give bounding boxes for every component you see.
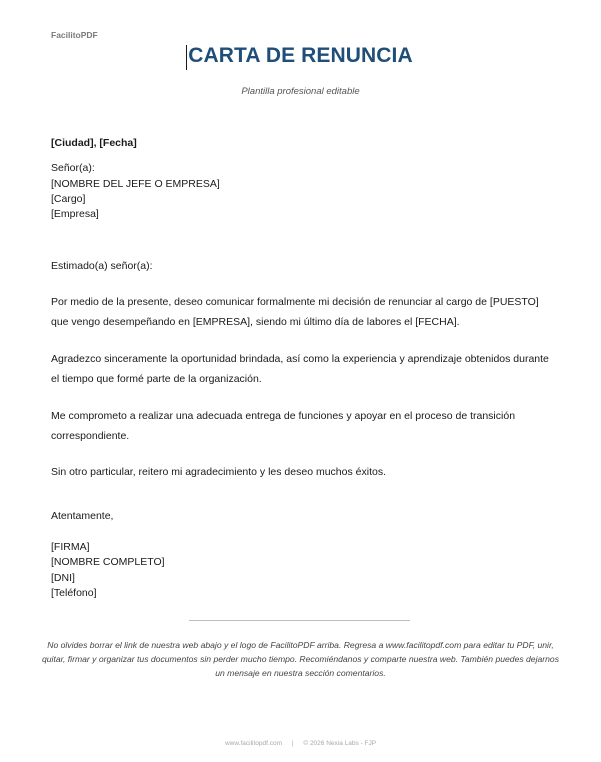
signature-telefono[interactable]: [Teléfono] xyxy=(51,587,97,599)
recipient-name[interactable]: [NOMBRE DEL JEFE O EMPRESA] xyxy=(51,178,220,190)
recipient-salutation[interactable]: Señor(a): xyxy=(51,162,95,174)
recipient-position[interactable]: [Cargo] xyxy=(51,193,86,205)
recipient-company[interactable]: [Empresa] xyxy=(51,208,99,220)
paragraph-1[interactable]: Por medio de la presente, deseo comunicar formalmente mi decisión de renunciar al cargo de [PUESTO] que vengo desempeñando en [EMPRESA], siendo mi último día de labores el [FECHA]. xyxy=(51,296,539,328)
paragraph-2[interactable]: Agradezco sinceramente la oportunidad brindada, así como la experiencia y aprendizaje obtenidos durante el tiempo que formé parte de la organización. xyxy=(51,353,549,385)
brand-logo-text: FacilitoPDF xyxy=(51,30,98,40)
editor-note[interactable]: No olvides borrar el link de nuestra web abajo y el logo de FacilitoPDF arriba. Regresa a www.facilitopdf.com para editar tu PDF, unir, quitar, firmar y organizar tus documentos sin perder mucho tiempo. Recomiéndanos y comparte nuestra web. También puedes dejarnos un mensaje en nuestra sección comentarios. xyxy=(41,640,559,678)
letter-greeting[interactable]: Estimado(a) señor(a): xyxy=(51,260,153,272)
footer-separator: | xyxy=(291,740,294,747)
place-date[interactable]: [Ciudad], [Fecha] xyxy=(51,137,137,149)
document-title-row xyxy=(0,44,601,68)
letter-closing[interactable]: Atentamente, xyxy=(51,510,114,522)
signature-firma[interactable]: [FIRMA] xyxy=(51,541,90,553)
signature-nombre[interactable]: [NOMBRE COMPLETO] xyxy=(51,556,165,568)
section-divider xyxy=(189,620,410,621)
text-cursor xyxy=(186,45,187,70)
footer-site-link[interactable]: www.facilitopdf.com xyxy=(224,740,283,747)
signature-dni[interactable]: [DNI] xyxy=(51,572,75,584)
page-footer xyxy=(0,740,601,747)
document-title-wrap[interactable] xyxy=(188,44,413,68)
document-title[interactable]: CARTA DE RENUNCIA xyxy=(188,44,413,67)
paragraph-3[interactable]: Me comprometo a realizar una adecuada entrega de funciones y apoyar en el proceso de transición correspondiente. xyxy=(51,410,516,442)
footer-copyright: © 2026 Nexia Labs - FJP xyxy=(303,740,377,747)
document-subtitle[interactable]: Plantilla profesional editable xyxy=(241,86,360,97)
paragraph-4[interactable]: Sin otro particular, reitero mi agradecimiento y les deseo muchos éxitos. xyxy=(51,466,386,478)
